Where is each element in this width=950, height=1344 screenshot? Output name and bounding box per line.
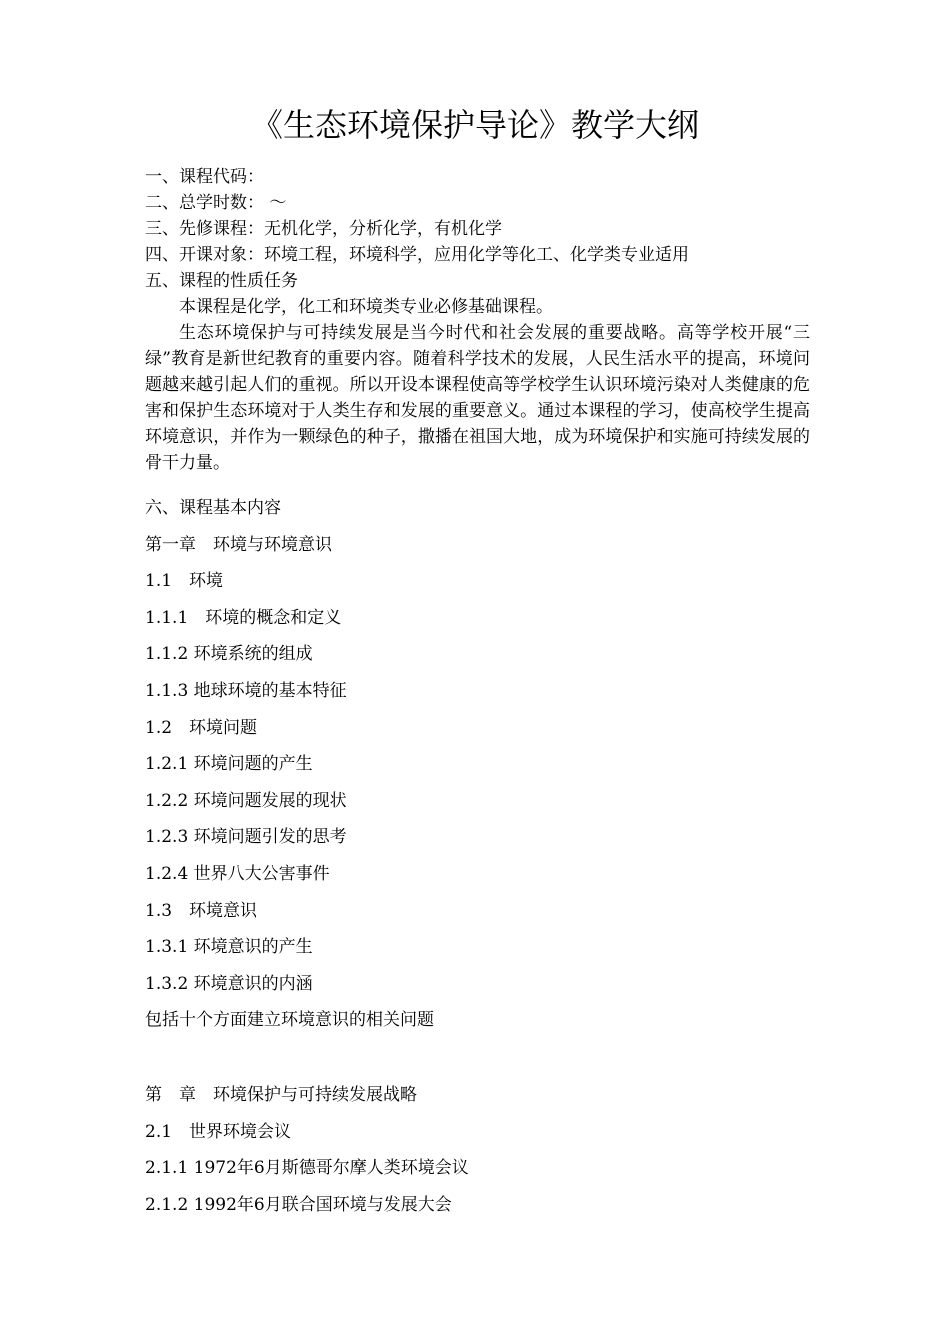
audience-line: 四、开课对象：环境工程，环境科学，应用化学等化工、化学类专业适用 [145, 245, 689, 265]
outline-item: 2.1.2 1992年6月联合国环境与发展大会 [145, 1194, 452, 1215]
total-hours-line: 二、总学时数： ～ [145, 193, 287, 213]
course-nature-heading: 五、课程的性质任务 [145, 271, 298, 291]
course-nature-paragraph-2: 生态环境保护与可持续发展是当今时代和社会发展的重要战略。高等学校开展“三绿”教育是新世纪教育的重要内容。随着科学技术的发展，人民生活水平的提高，环境问题越来越引起人们的重视。所以开设本课程使高等学校学生认识环境污染对人类健康的危害和保护生态环境对于人类生存和发展的重要意义。通过本课程的学习，使高校学生提高环境意识，并作为一颗绿色的种子，撒播在祖国大地，成为环境保护和实施可持续发展的骨干力量。 [145, 323, 810, 473]
outline-item: 1.3 环境意识 [145, 900, 258, 921]
outline-item: 2.1.1 1972年6月斯德哥尔摩人类环境会议 [145, 1158, 469, 1179]
outline-item: 1.1.1 环境的概念和定义 [145, 607, 342, 628]
outline-item: 1.2.2 环境问题发展的现状 [145, 790, 347, 811]
outline-item: 1.3.2 环境意识的内涵 [145, 973, 313, 994]
outline-item: 1.1.3 地球环境的基本特征 [145, 680, 347, 701]
outline-item: 1.2.1 环境问题的产生 [145, 754, 313, 775]
outline-item: 1.1 环境 [145, 571, 224, 592]
document-title: 《生态环境保护导论》教学大纲 [250, 106, 699, 144]
course-info-section [145, 164, 825, 476]
section-spacer [145, 1039, 825, 1077]
chapter-1-heading: 第一章 环境与环境意识 [145, 534, 332, 555]
outline-item: 2.1 世界环境会议 [145, 1121, 292, 1142]
outline-item: 1.1.2 环境系统的组成 [145, 644, 313, 665]
outline-item: 1.2.4 世界八大公害事件 [145, 863, 330, 884]
outline-item: 包括十个方面建立环境意识的相关问题 [145, 1010, 434, 1031]
course-nature-paragraph-1: 本课程是化学，化工和环境类专业必修基础课程。 [179, 297, 553, 317]
course-code-line: 一、课程代码： [145, 167, 264, 187]
course-outline-section [145, 490, 825, 1223]
chapter-2-heading: 第 章 环境保护与可持续发展战略 [145, 1084, 417, 1105]
outline-item: 1.2 环境问题 [145, 717, 258, 738]
prerequisite-line: 三、先修课程：无机化学，分析化学，有机化学 [145, 219, 502, 239]
outline-item: 1.2.3 环境问题引发的思考 [145, 827, 347, 848]
outline-item: 1.3.1 环境意识的产生 [145, 937, 313, 958]
outline-heading: 六、课程基本内容 [145, 498, 281, 518]
